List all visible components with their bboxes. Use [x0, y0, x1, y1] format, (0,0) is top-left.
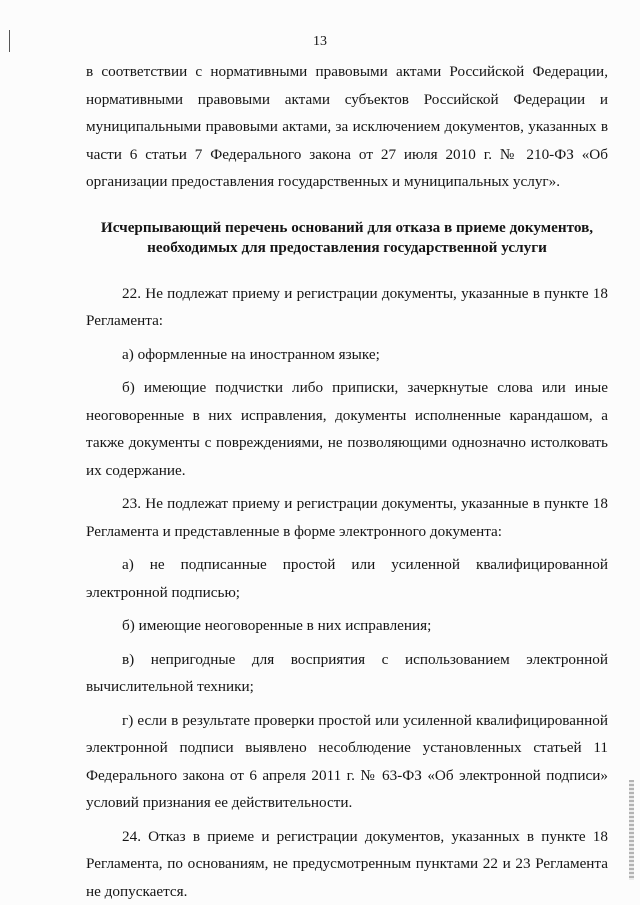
paragraph-23-d: г) если в результате проверки простой или усиленной квалифицированной электронной подписи выявлено несоблюдение установленных статьей 11 Федерального закона от 6 апреля 2011 г. № 63-ФЗ «Об электронной подписи» условий признания ее действительности.: [86, 711, 608, 811]
paragraph-23-b: б) имеющие неоговоренные в них исправления;: [122, 617, 432, 634]
section-heading-line-1: Исчерпывающий перечень оснований для отказа в приеме документов,: [100, 218, 594, 236]
scan-edge-artifact: [629, 780, 634, 880]
page-number: 13: [313, 34, 327, 49]
paragraph-22-a: а) оформленные на иностранном языке;: [122, 345, 380, 363]
document-body: [86, 58, 608, 905]
paragraph-23: 23. Не подлежат приему и регистрации документы, указанные в пункте 18 Регламента и представленные в форме электронного документа:: [86, 495, 608, 540]
intro-paragraph: в соответствии с нормативными правовыми актами Российской Федерации, нормативными правовыми актами субъектов Российской Федерации и муниципальными правовыми актами, за исключением документов, указанных в части 6 статьи 7 Федерального закона от 27 июля 2010 г. № 210-ФЗ «Об организации предоставления государственных и муниципальных услуг».: [86, 63, 608, 190]
paragraph-22-b: б) имеющие подчистки либо приписки, зачеркнутые слова или иные неоговоренные в них исправления, документы исполненные карандашом, а также документы с повреждениями, не позволяющими однозначно истолковать их содержание.: [86, 379, 608, 479]
paragraph-24: 24. Отказ в приеме и регистрации документов, указанных в пункте 18 Регламента, по основаниям, не предусмотренным пунктами 22 и 23 Регламента не допускается.: [86, 827, 608, 900]
paragraph-22: 22. Не подлежат приему и регистрации документы, указанные в пункте 18 Регламента:: [86, 284, 608, 329]
paragraph-23-a: а) не подписанные простой или усиленной квалифицированной электронной подписью;: [86, 556, 608, 601]
paragraph-23-c: в) непригодные для восприятия с использованием электронной вычислительной техники;: [86, 650, 608, 695]
section-heading: [86, 218, 608, 258]
section-heading-line-2: необходимых для предоставления государственной услуги: [147, 238, 547, 256]
